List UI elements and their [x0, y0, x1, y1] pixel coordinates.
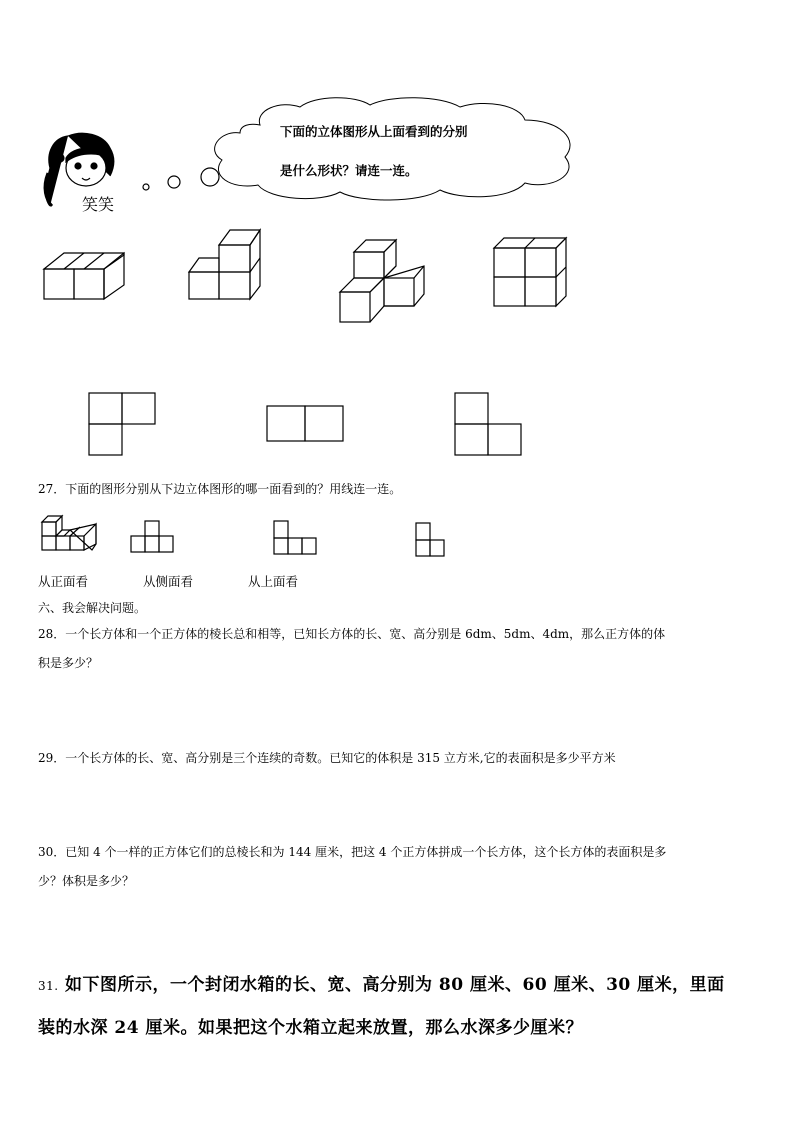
question-27-text: 27．下面的图形分别从下边立体图形的哪一面看到的？用线连一连。	[38, 482, 402, 496]
view-shape-2	[266, 405, 346, 443]
question-28-line-2: 积是多少？	[38, 656, 99, 670]
thought-bubble	[140, 95, 590, 205]
q27-view-a	[130, 520, 178, 554]
question-29-text: 29．一个长方体的长、宽、高分别是三个连续的奇数。已知它的体积是 315 立方米,它的表面积是多少平方米	[38, 751, 616, 765]
question-31-number: 31.	[38, 979, 59, 993]
view-shape-3	[454, 392, 526, 457]
q27-view-c	[415, 522, 449, 558]
view-label-top: 从上面看	[248, 574, 299, 589]
character-label: 笑笑	[82, 195, 115, 214]
solid-figure-3	[338, 236, 428, 326]
solid-figure-1	[42, 245, 137, 305]
question-30-line-1: 30．已知 4 个一样的正方体它们的总棱长和为 144 厘米，把这 4 个正方体拼成一个长方体，这个长方体的表面积是多	[38, 845, 667, 859]
question-31-text-1: 如下图所示，一个封闭水箱的长、宽、高分别为 80 厘米、60 厘米、30 厘米，里面	[65, 975, 725, 995]
q27-view-b	[273, 520, 321, 556]
solid-figure-2	[188, 228, 268, 303]
question-28-line-1: 28．一个长方体和一个正方体的棱长总和相等，已知长方体的长、宽、高分别是 6dm、5dm、4dm，那么正方体的体	[38, 627, 666, 641]
solid-figure-4	[492, 236, 572, 308]
section-6-heading: 六、我会解决问题。	[38, 601, 147, 615]
view-label-front: 从正面看	[38, 574, 89, 589]
bubble-line-1: 下面的立体图形从上面看到的分别	[280, 124, 468, 139]
view-shape-1	[88, 392, 158, 457]
bubble-line-2: 是什么形状？请连一连。	[280, 163, 418, 178]
question-31-line-2: 装的水深 24 厘米。如果把这个水箱立起来放置，那么水深多少厘米？	[38, 1018, 583, 1038]
q27-solid-figure	[40, 514, 100, 556]
view-label-side: 从侧面看	[143, 574, 194, 589]
question-30-line-2: 少？体积是多少？	[38, 874, 135, 888]
question-31-line-1	[38, 970, 725, 995]
